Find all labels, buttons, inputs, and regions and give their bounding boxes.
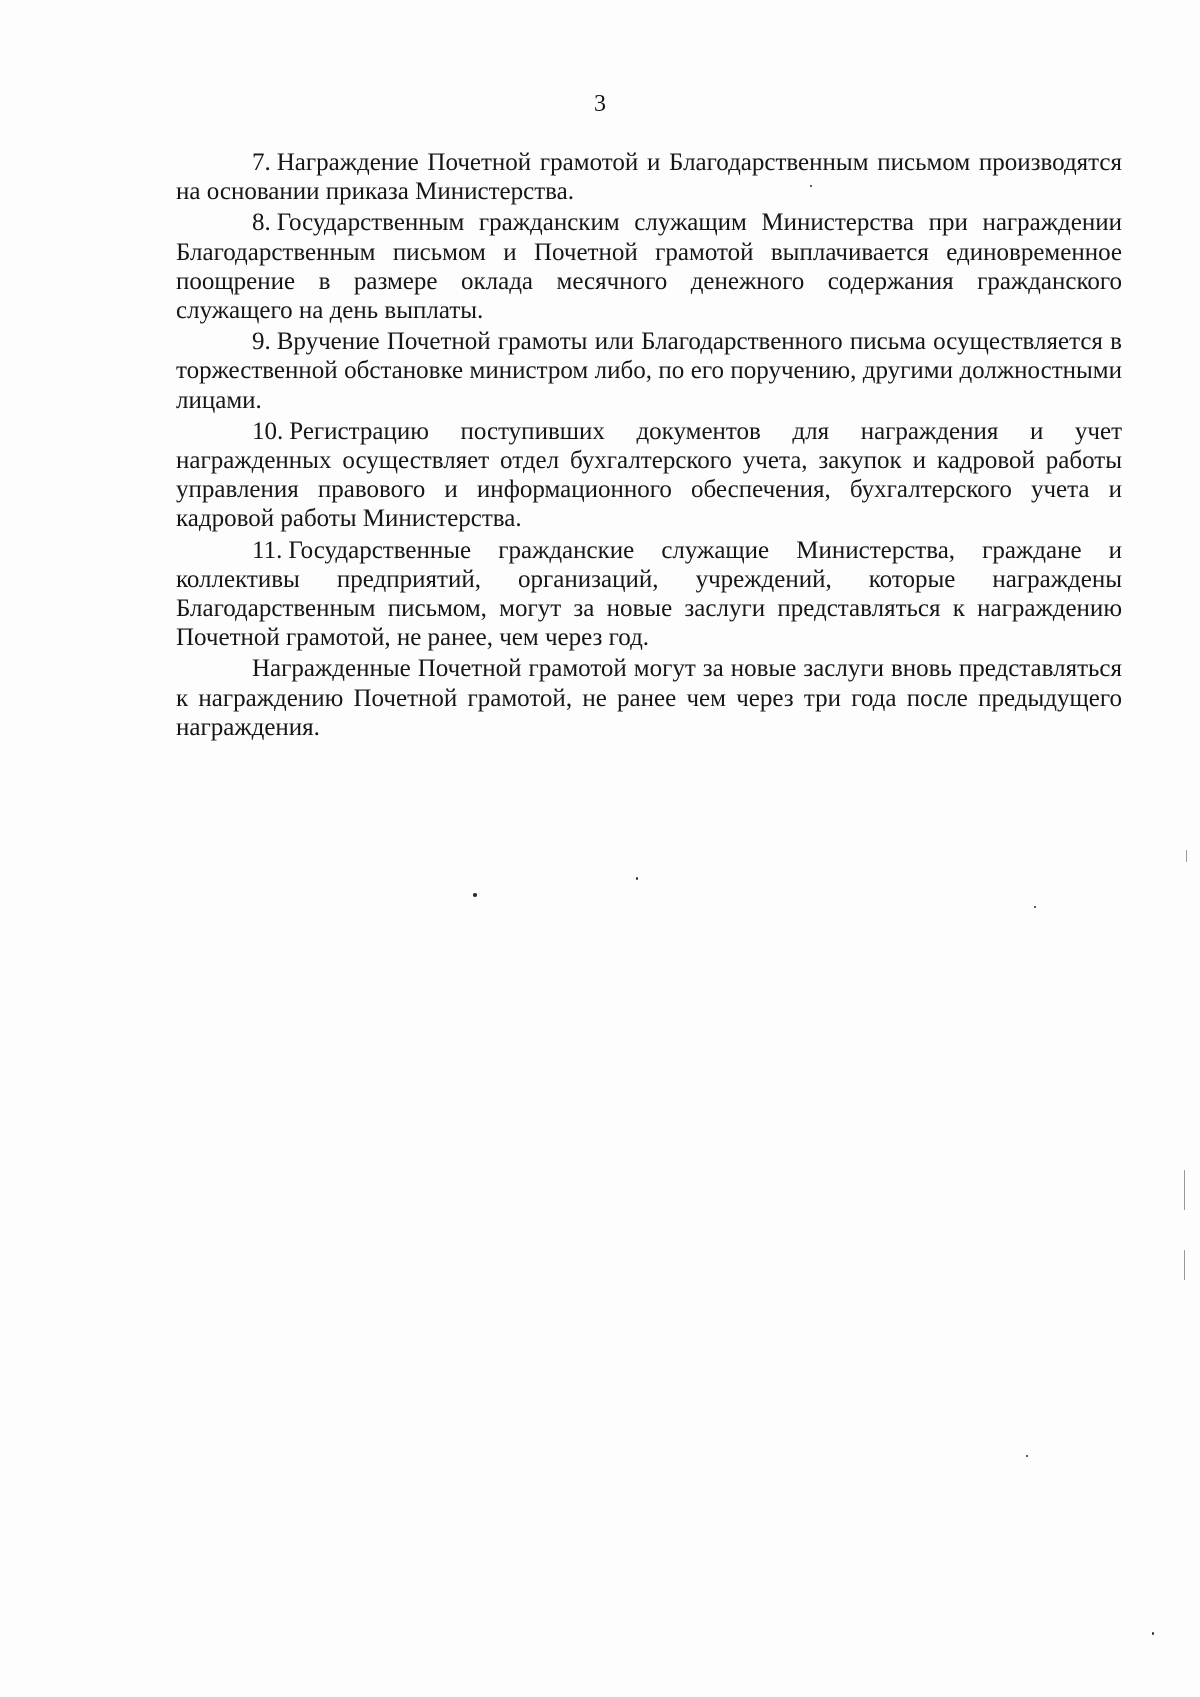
scan-speck <box>810 185 812 187</box>
paragraph-number: 11. <box>252 536 283 564</box>
scan-speck <box>1034 906 1036 908</box>
paragraph-text: Награждение Почетной грамотой и Благодарственным письмом производятся на основании приказа Министерства. <box>176 149 1122 206</box>
paragraph-text: Награжденные Почетной грамотой могут за новые заслуги вновь представляться к награждению Почетной грамотой, не ранее чем через три года после предыдущего награждения. <box>176 655 1122 741</box>
scan-speck <box>1026 1455 1028 1457</box>
page-number: 3 <box>594 91 606 117</box>
scan-mark <box>1186 850 1187 862</box>
paragraph-number: 7. <box>252 149 271 176</box>
scan-speck <box>1152 1632 1154 1635</box>
scan-speck <box>636 877 638 880</box>
paragraph-text: Государственные гражданские служащие Министерства, граждане и коллективы предприятий, организаций, учреждений, которые награждены Благодарственным письмом, могут за новые заслуги представляться к награждению Почетной грамотой, не ранее, чем через год. <box>176 536 1122 652</box>
paragraph-11-continuation <box>176 654 1122 742</box>
paragraph-number: 9. <box>252 328 271 356</box>
paragraph-number: 10. <box>252 417 284 445</box>
document-body <box>176 148 1122 744</box>
scan-mark <box>1184 1170 1185 1210</box>
scan-speck <box>473 893 477 897</box>
scan-mark <box>1184 1250 1185 1280</box>
paragraph-number: 8. <box>252 209 271 237</box>
paragraph-10 <box>176 417 1122 534</box>
paragraph-11 <box>176 536 1122 653</box>
paragraph-text: Регистрацию поступивших документов для награждения и учет награжденных осуществляет отдел бухгалтерского учета, закупок и кадровой работы управления правового и информационного обеспечения, бухгалтерского учета и кадровой работы Министерства. <box>176 417 1122 533</box>
paragraph-8 <box>176 208 1122 325</box>
paragraph-7 <box>176 148 1122 206</box>
paragraph-9 <box>176 327 1122 415</box>
paragraph-text: Вручение Почетной грамоты или Благодарственного письма осуществляется в торжественной обстановке министром либо, по его поручению, другими должностными лицами. <box>176 328 1122 414</box>
paragraph-text: Государственным гражданским служащим Министерства при награждении Благодарственным письмом и Почетной грамотой выплачивается единовременное поощрение в размере оклада месячного денежного содержания гражданского служащего на день выплаты. <box>176 209 1122 325</box>
